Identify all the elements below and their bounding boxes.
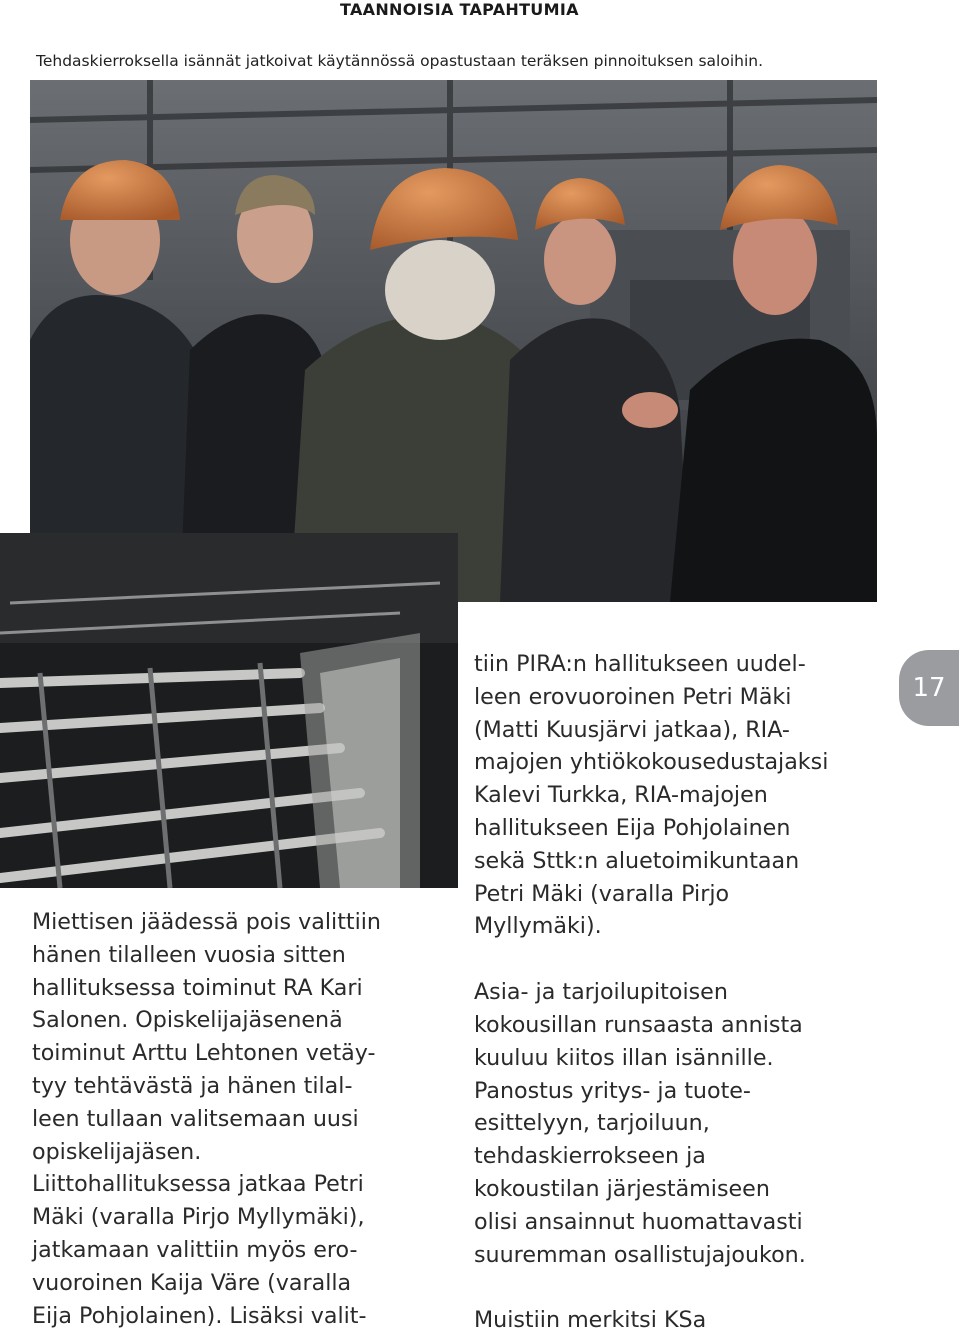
left-text-column — [32, 906, 442, 1332]
text-line: sekä Sttk:n aluetoimikuntaan — [474, 847, 800, 874]
text-line: suuremman osallistujajoukon. — [474, 1241, 806, 1268]
text-line: kuuluu kiitos illan isännille. — [474, 1044, 774, 1071]
text-line: majojen yhtiökokousedustajaksi — [474, 749, 829, 776]
text-line: Salonen. Opiskelijajäsenenä — [32, 1007, 343, 1034]
text-line: tehdaskierrokseen ja — [474, 1143, 706, 1170]
text-line: Panostus yritys- ja tuote- — [474, 1077, 751, 1104]
text-line: Asia- ja tarjoilupitoisen — [474, 979, 728, 1006]
text-line: Eija Pohjolainen). Lisäksi valit- — [32, 1302, 367, 1329]
section-header: TAANNOISIA TAPAHTUMIA — [340, 0, 579, 19]
text-line: jatkamaan valittiin myös ero- — [32, 1236, 358, 1263]
text-line: opiskelijajäsen. — [32, 1138, 202, 1165]
steel-frames-photo — [0, 533, 458, 888]
text-line: Mäki (varalla Pirjo Myllymäki), — [32, 1204, 365, 1231]
text-line: vuoroinen Kaija Väre (varalla — [32, 1269, 352, 1296]
text-line: leen tullaan valitsemaan uusi — [32, 1105, 359, 1132]
page-number-badge — [899, 650, 959, 726]
text-line: esittelyyn, tarjoiluun, — [474, 1110, 710, 1137]
text-line: Myllymäki). — [474, 913, 602, 940]
text-line: Miettisen jäädessä pois valittiin — [32, 909, 381, 935]
text-line: hallituksessa toiminut RA Kari — [32, 974, 363, 1001]
text-line: kokousillan runsaasta annista — [474, 1011, 803, 1038]
page-number: 17 — [912, 673, 946, 703]
text-line: Kalevi Turkka, RIA-majojen — [474, 782, 768, 809]
factory-tour-photo — [30, 80, 877, 602]
photo-caption: Tehdaskierroksella isännät jatkoivat käytännössä opastustaan teräksen pinnoituksen saloihin. — [36, 52, 764, 70]
text-line: Liittohallituksessa jatkaa Petri — [32, 1171, 364, 1198]
signature: Muistiin merkitsi KSa — [474, 1307, 707, 1334]
text-line: Petri Mäki (varalla Pirjo — [474, 880, 730, 907]
text-line: hänen tilalleen vuosia sitten — [32, 941, 346, 968]
text-line: tyy tehtävästä ja hänen tilal- — [32, 1072, 353, 1099]
text-line: hallitukseen Eija Pohjolainen — [474, 814, 791, 841]
text-line: olisi ansainnut huomattavasti — [474, 1208, 803, 1235]
text-line: toiminut Arttu Lehtonen vetäy- — [32, 1040, 376, 1067]
text-line: tiin PIRA:n hallitukseen uudel- — [474, 651, 806, 677]
right-text-column — [474, 648, 904, 1337]
text-line: kokoustilan järjestämiseen — [474, 1175, 770, 1202]
text-line: leen erovuoroinen Petri Mäki — [474, 683, 792, 710]
text-line: (Matti Kuusjärvi jatkaa), RIA- — [474, 716, 790, 743]
